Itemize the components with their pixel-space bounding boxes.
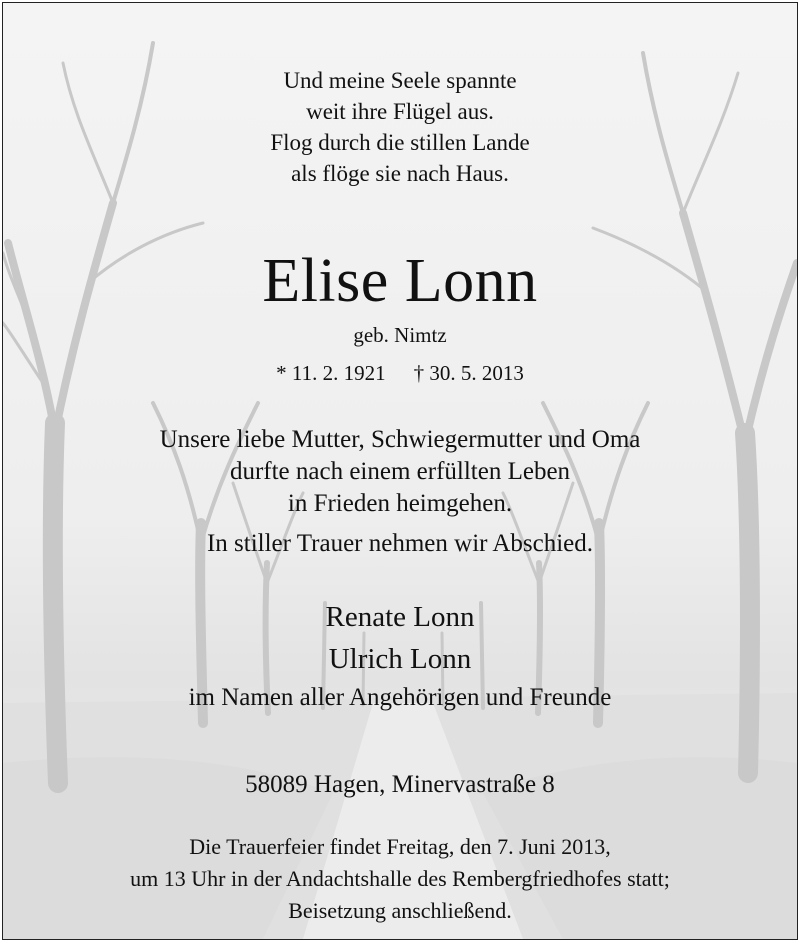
birth-name: geb. Nimtz — [353, 323, 447, 347]
funeral-info-line-3: Beisetzung anschließend. — [288, 898, 512, 923]
deceased-name: Elise Lonn — [262, 247, 538, 315]
obituary-notice — [2, 2, 798, 940]
message-line-4: In stiller Trauer nehmen wir Abschied. — [206, 530, 594, 557]
message-line-1: Unsere liebe Mutter, Schwiegermutter und Oma — [159, 426, 641, 453]
mourner-name-2: Ulrich Lonn — [328, 643, 472, 675]
birth-date: * 11. 2. 1921 — [276, 361, 386, 385]
message-line-3: in Frieden heimgehen. — [287, 490, 513, 517]
death-date: † 30. 5. 2013 — [413, 361, 524, 385]
message-line-2: durfte nach einem erfüllten Leben — [229, 458, 571, 485]
funeral-info-line-2: um 13 Uhr in der Andachtshalle des Rembergfriedhofes statt; — [130, 866, 670, 891]
life-dates — [3, 361, 797, 386]
poem-line-4: als flöge sie nach Haus. — [291, 161, 509, 186]
poem-line-2: weit ihre Flügel aus. — [306, 99, 494, 124]
funeral-info-line-1: Die Trauerfeier findet Freitag, den 7. Juni 2013, — [189, 834, 611, 859]
poem-line-1: Und meine Seele spannte — [283, 68, 517, 93]
address: 58089 Hagen, Minervastraße 8 — [245, 771, 555, 798]
on-behalf-line: im Namen aller Angehörigen und Freunde — [188, 684, 612, 711]
poem-line-3: Flog durch die stillen Lande — [270, 130, 530, 155]
mourner-name-1: Renate Lonn — [325, 601, 475, 633]
